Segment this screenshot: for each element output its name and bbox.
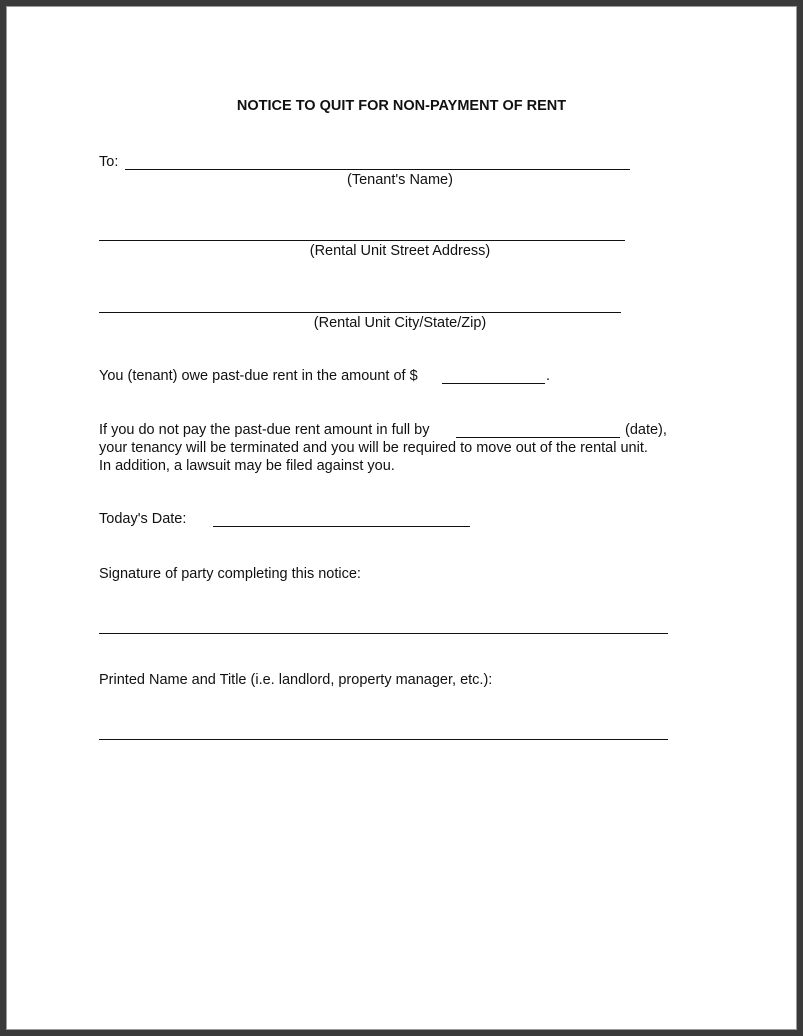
owe-text-period: .: [546, 368, 551, 384]
tenant-name-caption: (Tenant's Name): [347, 172, 453, 188]
signature-line[interactable]: [99, 633, 668, 634]
city-state-zip-caption: (Rental Unit City/State/Zip): [313, 315, 487, 331]
to-label: To:: [99, 154, 119, 170]
due-date-line[interactable]: [456, 437, 620, 438]
termination-text: your tenancy will be terminated and you will be required to move out of the rental unit.: [99, 440, 648, 456]
amount-line[interactable]: [442, 383, 545, 384]
owe-text: You (tenant) owe past-due rent in the amount of $: [99, 368, 418, 384]
street-address-line[interactable]: [99, 240, 625, 241]
pay-by-text: If you do not pay the past-due rent amount in full by: [99, 422, 430, 438]
tenant-name-line[interactable]: [125, 169, 630, 170]
date-hint-text: (date),: [625, 422, 667, 438]
lawsuit-text: In addition, a lawsuit may be filed against you.: [99, 458, 395, 474]
street-address-caption: (Rental Unit Street Address): [309, 243, 491, 259]
todays-date-label: Today's Date:: [99, 511, 187, 527]
signature-label: Signature of party completing this notice:: [99, 566, 361, 582]
document-title: NOTICE TO QUIT FOR NON-PAYMENT OF RENT: [236, 98, 567, 114]
city-state-zip-line[interactable]: [99, 312, 621, 313]
printed-name-line[interactable]: [99, 739, 668, 740]
todays-date-line[interactable]: [213, 526, 470, 527]
printed-name-label: Printed Name and Title (i.e. landlord, property manager, etc.):: [99, 672, 493, 688]
